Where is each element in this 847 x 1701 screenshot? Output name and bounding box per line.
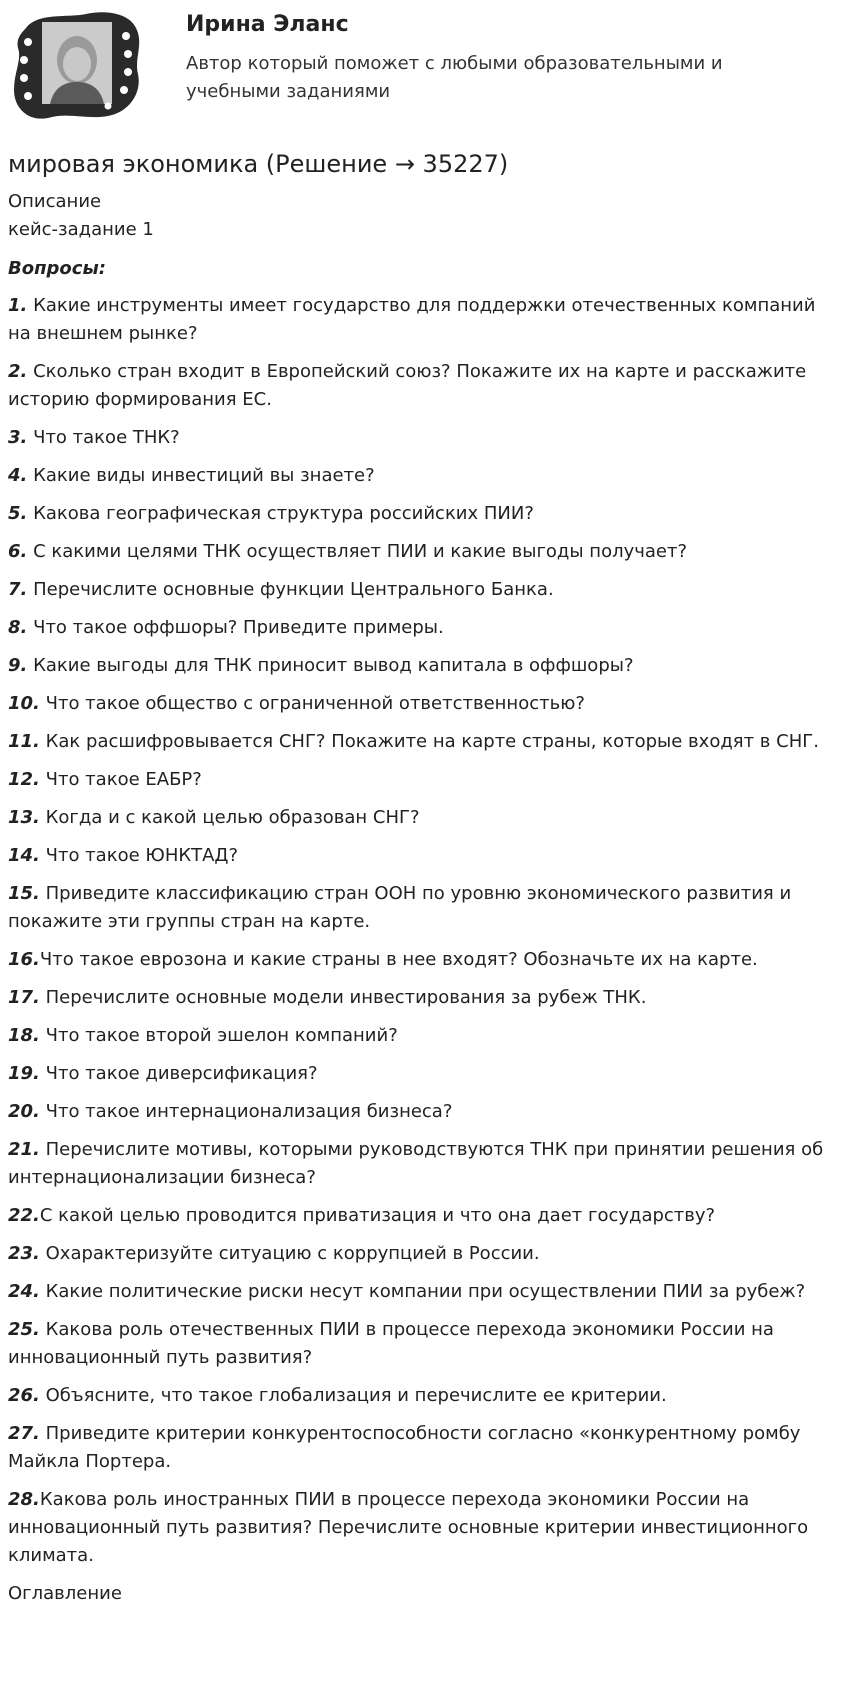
question-number: 21. <box>8 1139 40 1160</box>
question-item <box>8 1420 838 1476</box>
question-text: Какие инструменты имеет государство для поддержки отечественных компаний на внешнем рынке? <box>8 295 816 344</box>
description-label: Описание <box>8 191 102 212</box>
question-text: Какова географическая структура российских ПИИ? <box>33 503 534 524</box>
question-item <box>8 842 838 870</box>
question-item <box>8 292 838 348</box>
question-item <box>8 576 838 604</box>
author-description: Автор который поможет с любыми образовательными и учебными заданиями <box>186 53 723 102</box>
question-number: 20. <box>8 1101 40 1122</box>
question-number: 6. <box>8 541 28 562</box>
question-number: 8. <box>8 617 28 638</box>
question-item <box>8 652 838 680</box>
question-number: 26. <box>8 1385 40 1406</box>
question-text: Что такое ЕАБР? <box>45 769 202 790</box>
author-header <box>0 0 847 130</box>
question-item <box>8 1240 838 1268</box>
question-item <box>8 614 838 642</box>
table-of-contents-label[interactable]: Оглавление <box>8 1583 122 1604</box>
question-item <box>8 984 838 1012</box>
questions-heading: Вопросы: <box>8 258 106 279</box>
question-text: Что такое оффшоры? Приведите примеры. <box>33 617 444 638</box>
question-text: Перечислите основные модели инвестирования за рубеж ТНК. <box>45 987 647 1008</box>
question-number: 1. <box>8 295 28 316</box>
question-item <box>8 766 838 794</box>
question-text: Приведите критерии конкурентоспособности согласно «конкурентному ромбу Майкла Портера. <box>8 1423 801 1472</box>
question-item <box>8 1136 838 1192</box>
question-text: Что такое интернационализация бизнеса? <box>45 1101 453 1122</box>
question-item <box>8 358 838 414</box>
question-item <box>8 1202 838 1230</box>
question-number: 18. <box>8 1025 40 1046</box>
question-item <box>8 1022 838 1050</box>
question-text: Что такое второй эшелон компаний? <box>45 1025 398 1046</box>
question-item <box>8 1486 838 1570</box>
question-item <box>8 1316 838 1372</box>
question-text: Какие выгоды для ТНК приносит вывод капитала в оффшоры? <box>33 655 634 676</box>
question-text: Какие политические риски несут компании при осуществлении ПИИ за рубеж? <box>45 1281 806 1302</box>
question-text: Что такое диверсификация? <box>45 1063 318 1084</box>
question-number: 11. <box>8 731 40 752</box>
question-number: 25. <box>8 1319 40 1340</box>
question-number: 22. <box>8 1205 40 1226</box>
question-number: 13. <box>8 807 40 828</box>
question-text: Приведите классификацию стран ООН по уровню экономического развития и покажите эти группы стран на карте. <box>8 883 792 932</box>
case-label: кейс-задание 1 <box>8 219 154 240</box>
question-number: 28. <box>8 1489 40 1510</box>
question-number: 15. <box>8 883 40 904</box>
question-text: Что такое ТНК? <box>33 427 180 448</box>
question-item <box>8 462 838 490</box>
question-text: Объясните, что такое глобализация и перечислите ее критерии. <box>45 1385 667 1406</box>
question-item <box>8 1382 838 1410</box>
question-number: 9. <box>8 655 28 676</box>
question-item <box>8 1060 838 1088</box>
question-text: Перечислите мотивы, которыми руководствуются ТНК при принятии решения об интернационализации бизнеса? <box>8 1139 824 1188</box>
question-text: Какие виды инвестиций вы знаете? <box>33 465 375 486</box>
question-number: 17. <box>8 987 40 1008</box>
author-name[interactable]: Ирина Эланс <box>186 12 349 37</box>
question-number: 24. <box>8 1281 40 1302</box>
question-item <box>8 424 838 452</box>
question-text: Какова роль отечественных ПИИ в процессе перехода экономики России на инновационный путь развития? <box>8 1319 774 1368</box>
question-item <box>8 728 838 756</box>
question-number: 2. <box>8 361 28 382</box>
question-number: 14. <box>8 845 40 866</box>
question-number: 10. <box>8 693 40 714</box>
question-text: Что такое ЮНКТАД? <box>45 845 239 866</box>
question-number: 12. <box>8 769 40 790</box>
question-item <box>8 1098 838 1126</box>
main-content <box>8 148 838 1608</box>
question-item <box>8 500 838 528</box>
question-text: Охарактеризуйте ситуацию с коррупцией в России. <box>45 1243 540 1264</box>
question-number: 16. <box>8 949 40 970</box>
question-item <box>8 946 838 974</box>
question-text: Перечислите основные функции Центрального Банка. <box>33 579 554 600</box>
question-text: Когда и с какой целью образован СНГ? <box>45 807 420 828</box>
question-number: 19. <box>8 1063 40 1084</box>
question-number: 27. <box>8 1423 40 1444</box>
question-text: С какими целями ТНК осуществляет ПИИ и какие выгоды получает? <box>33 541 688 562</box>
question-text: Какова роль иностранных ПИИ в процессе перехода экономики России на инновационный путь развития? Перечислите основные критерии инвестиционного климата. <box>8 1489 809 1566</box>
question-text: С какой целью проводится приватизация и что она дает государству? <box>39 1205 716 1226</box>
question-text: Что такое еврозона и какие страны в нее входят? Обозначьте их на карте. <box>39 949 758 970</box>
question-number: 4. <box>8 465 28 486</box>
question-number: 23. <box>8 1243 40 1264</box>
question-item <box>8 538 838 566</box>
question-item <box>8 804 838 832</box>
question-item <box>8 690 838 718</box>
question-item <box>8 880 838 936</box>
page-title: мировая экономика (Решение → 35227) <box>8 150 509 178</box>
question-number: 3. <box>8 427 28 448</box>
question-text: Что такое общество с ограниченной ответственностью? <box>45 693 585 714</box>
question-number: 7. <box>8 579 28 600</box>
author-avatar[interactable] <box>8 8 146 123</box>
question-text: Сколько стран входит в Европейский союз? Покажите их на карте и расскажите историю формирования ЕС. <box>8 361 807 410</box>
question-text: Как расшифровывается СНГ? Покажите на карте страны, которые входят в СНГ. <box>45 731 819 752</box>
question-number: 5. <box>8 503 28 524</box>
question-item <box>8 1278 838 1306</box>
questions-list <box>8 292 838 1570</box>
